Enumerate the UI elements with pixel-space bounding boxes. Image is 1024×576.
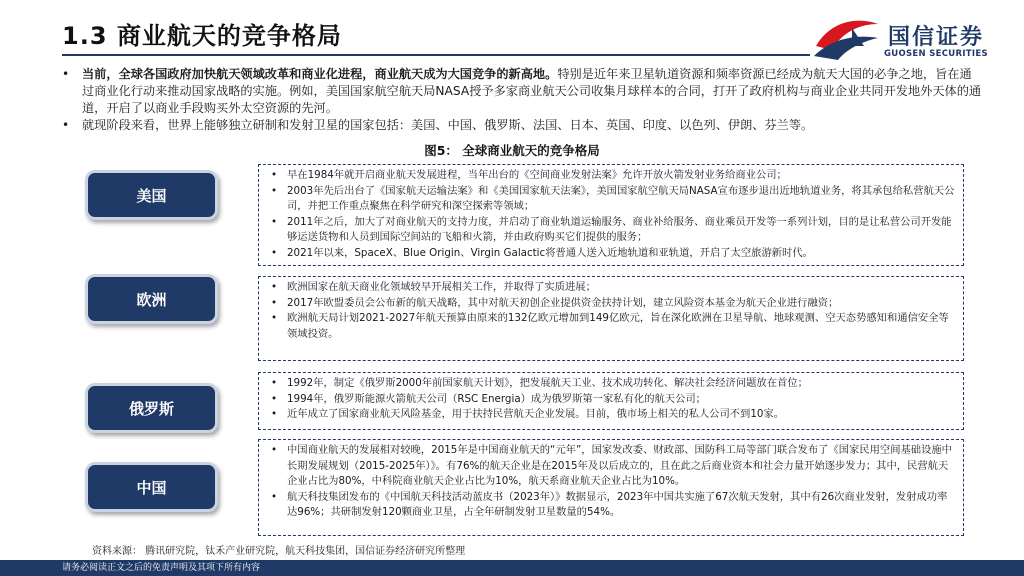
list-item: • 2017年欧盟委员会公布新的航天战略，其中对航天初创企业提供资金扶持计划，建立风险资本基金为航天企业进行融资； [267, 296, 955, 312]
list-item: • 早在1984年就开启商业航天发展进程，当年出台的《空间商业发射法案》允许开放火箭发射业务给商业公司； [267, 168, 955, 184]
intro-bullet-bold: 当前，全球各国政府加快航天领域改革和商业化进程，商业航天成为大国竞争的新高地。 [82, 67, 558, 81]
title-divider [62, 54, 810, 56]
intro-bullet [62, 66, 982, 117]
region-label-europe: 欧洲 [85, 274, 218, 324]
list-item: • 航天科技集团发布的《中国航天科技活动蓝皮书（2023年）》数据显示，2023年中国共实施了67次航天发射，其中有26次商业发射，发射成功率达96%；共研制发射120颗商业卫星，占全年研制发射卫星数量的54%。 [267, 490, 955, 521]
page-title: 1.3 商业航天的竞争格局 [62, 22, 342, 50]
source-note: 资料来源： 腾讯研究院，钛禾产业研究院，航天科技集团，国信证券经济研究所整理 [92, 546, 466, 557]
list-item: • 欧洲航天局计划2021-2027年航天预算由原来的132亿欧元增加到149亿欧元，旨在深化欧洲在卫星导航、地球观测、空天态势感知和通信安全等领域投资。 [267, 311, 955, 342]
footer-disclaimer: 请务必阅读正文之后的免责声明及其项下所有内容 [0, 560, 1024, 576]
list-item: • 1994年，俄罗斯能源火箭航天公司（RSC Energia）成为俄罗斯第一家私有化的航天公司； [267, 392, 955, 408]
region-box-china [258, 439, 964, 536]
intro-bullet-text: 特别是近年来卫星轨道资源和频率资源已经成为航天大国的必争之地，旨在通过商业化行动来推动国家战略的实施。例如，美国国家航空航天局NASA授予多家商业航天公司收集月球样本的合同，打开了政府机构与商业企业共同开发地外天体的通道，开启了以商业手段购买外太空资源的先河。 [82, 67, 982, 115]
logo-text-en: GUOSEN SECURITIES [884, 49, 988, 59]
guosen-logo-mark-icon [812, 16, 882, 62]
list-item: • 2021年以来，SpaceX、Blue Origin、Virgin Galactic将普通人送入近地轨道和亚轨道，开启了太空旅游新时代。 [267, 246, 955, 262]
list-item: • 中国商业航天的发展相对较晚，2015年是中国商业航天的“元年”，国家发改委、财政部、国防科工局等部门联合发布了《国家民用空间基础设施中长期发展规划（2015-2025年）》。有76%的航天企业是在2015年及以后成立的，且在此之后商业资本和社会力量开始逐步发力；其中，民营航天企业占比为80%，中科院商业航天企业占比为10%，航天系商业航天企业占比为10%。 [267, 443, 955, 490]
list-item: • 2011年之后，加大了对商业航天的支持力度，并启动了商业轨道运输服务、商业补给服务、商业乘员开发等一系列计划，目的是让私营公司开发能够运送货物和人员到国际空间站的飞船和火箭，并由政府购买它们提供的服务； [267, 215, 955, 246]
region-box-russia [258, 372, 964, 430]
list-item: • 2003年先后出台了《国家航天运输法案》和《美国国家航天法案》，美国国家航空航天局NASA宣布逐步退出近地轨道业务，将其承包给私营航天公司，并把工作重点聚焦在科学研究和深空探索等领域； [267, 184, 955, 215]
region-label-russia: 俄罗斯 [85, 383, 218, 433]
logo-text-cn: 国信证券 [888, 25, 985, 50]
guosen-logo [812, 16, 1012, 64]
list-item: • 欧洲国家在航天商业化领域较早开展相关工作，并取得了实质进展； [267, 280, 955, 296]
region-label-china: 中国 [85, 462, 218, 512]
figure-title: 图5： 全球商业航天的竞争格局 [424, 143, 600, 158]
intro-bullets [62, 66, 982, 134]
list-item: • 近年成立了国家商业航天风险基金，用于扶持民营航天企业发展。目前，俄市场上相关的私人公司不到10家。 [267, 407, 955, 423]
list-item: • 1992年，制定《俄罗斯2000年前国家航天计划》，把发展航天工业、技术成功转化、解决社会经济问题放在首位； [267, 376, 955, 392]
region-box-europe [258, 276, 964, 361]
intro-bullet: • 就现阶段来看，世界上能够独立研制和发射卫星的国家包括：美国、中国、俄罗斯、法国、日本、英国、印度、以色列、伊朗、芬兰等。 [62, 117, 982, 134]
region-label-usa: 美国 [85, 170, 218, 220]
region-box-usa [258, 164, 964, 266]
